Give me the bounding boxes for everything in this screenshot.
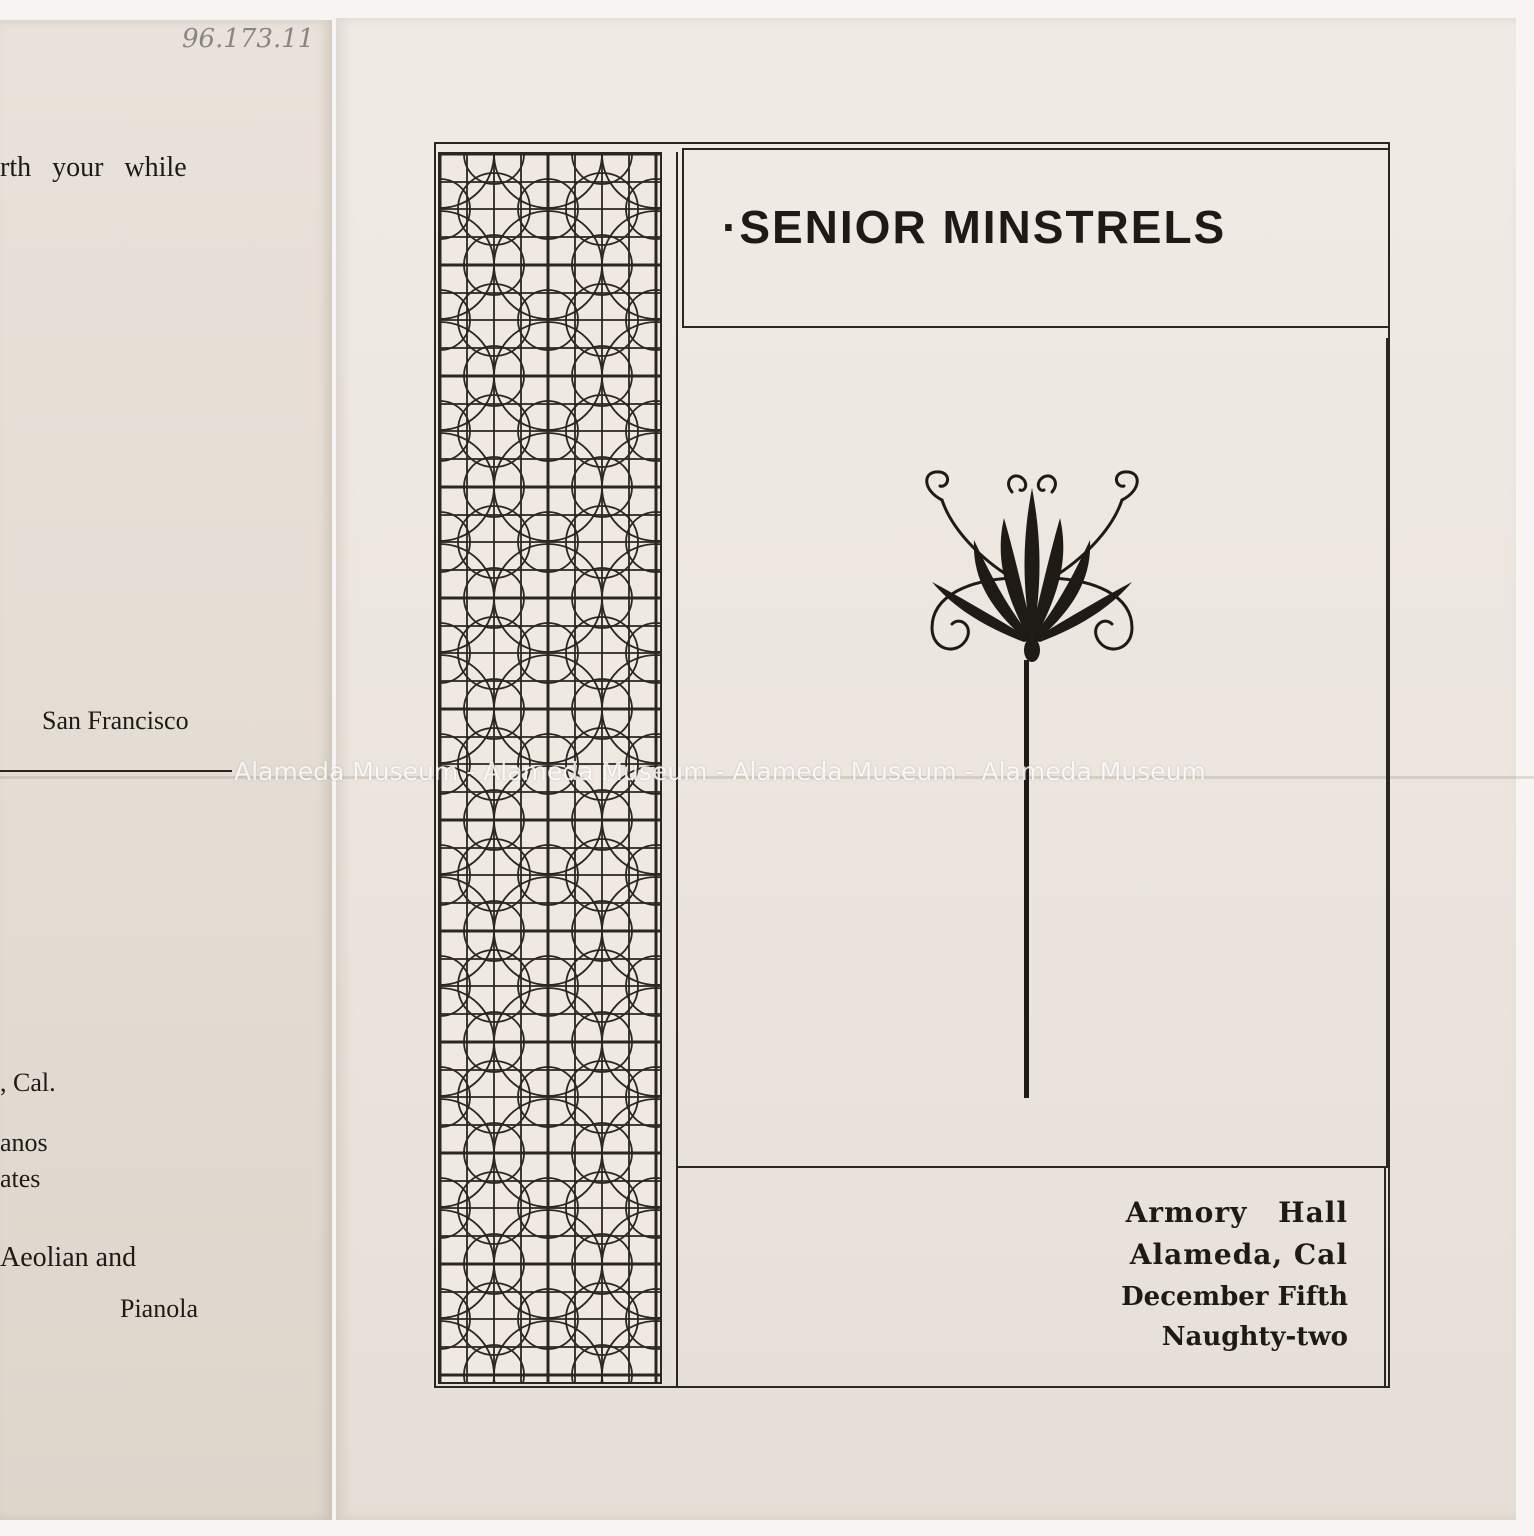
program-title: ·SENIOR MINSTRELS [722, 201, 1227, 253]
left-text-anos: anos [0, 1128, 48, 1157]
accession-number: 96.173.11 [182, 24, 315, 54]
venue-city: Alameda, Cal [1129, 1238, 1348, 1271]
palmette-ornament [912, 470, 1152, 1115]
left-text-aeolian: Aeolian and [0, 1242, 137, 1273]
event-date: December Fifth [1121, 1282, 1348, 1312]
left-text-pianola: Pianola [120, 1294, 198, 1323]
venue-name: Armory Hall [1125, 1196, 1348, 1229]
left-divider [0, 770, 232, 772]
left-text-city: San Francisco [42, 706, 189, 735]
event-year: Naughty-two [1161, 1322, 1348, 1352]
watermark: Alameda Museum - Alameda Museum - Alameda Museum - Alameda Museum [234, 757, 1206, 786]
left-text-ates: ates [0, 1164, 41, 1193]
left-text-top: rth your while [0, 152, 187, 183]
left-text-cal: , Cal. [0, 1068, 56, 1097]
